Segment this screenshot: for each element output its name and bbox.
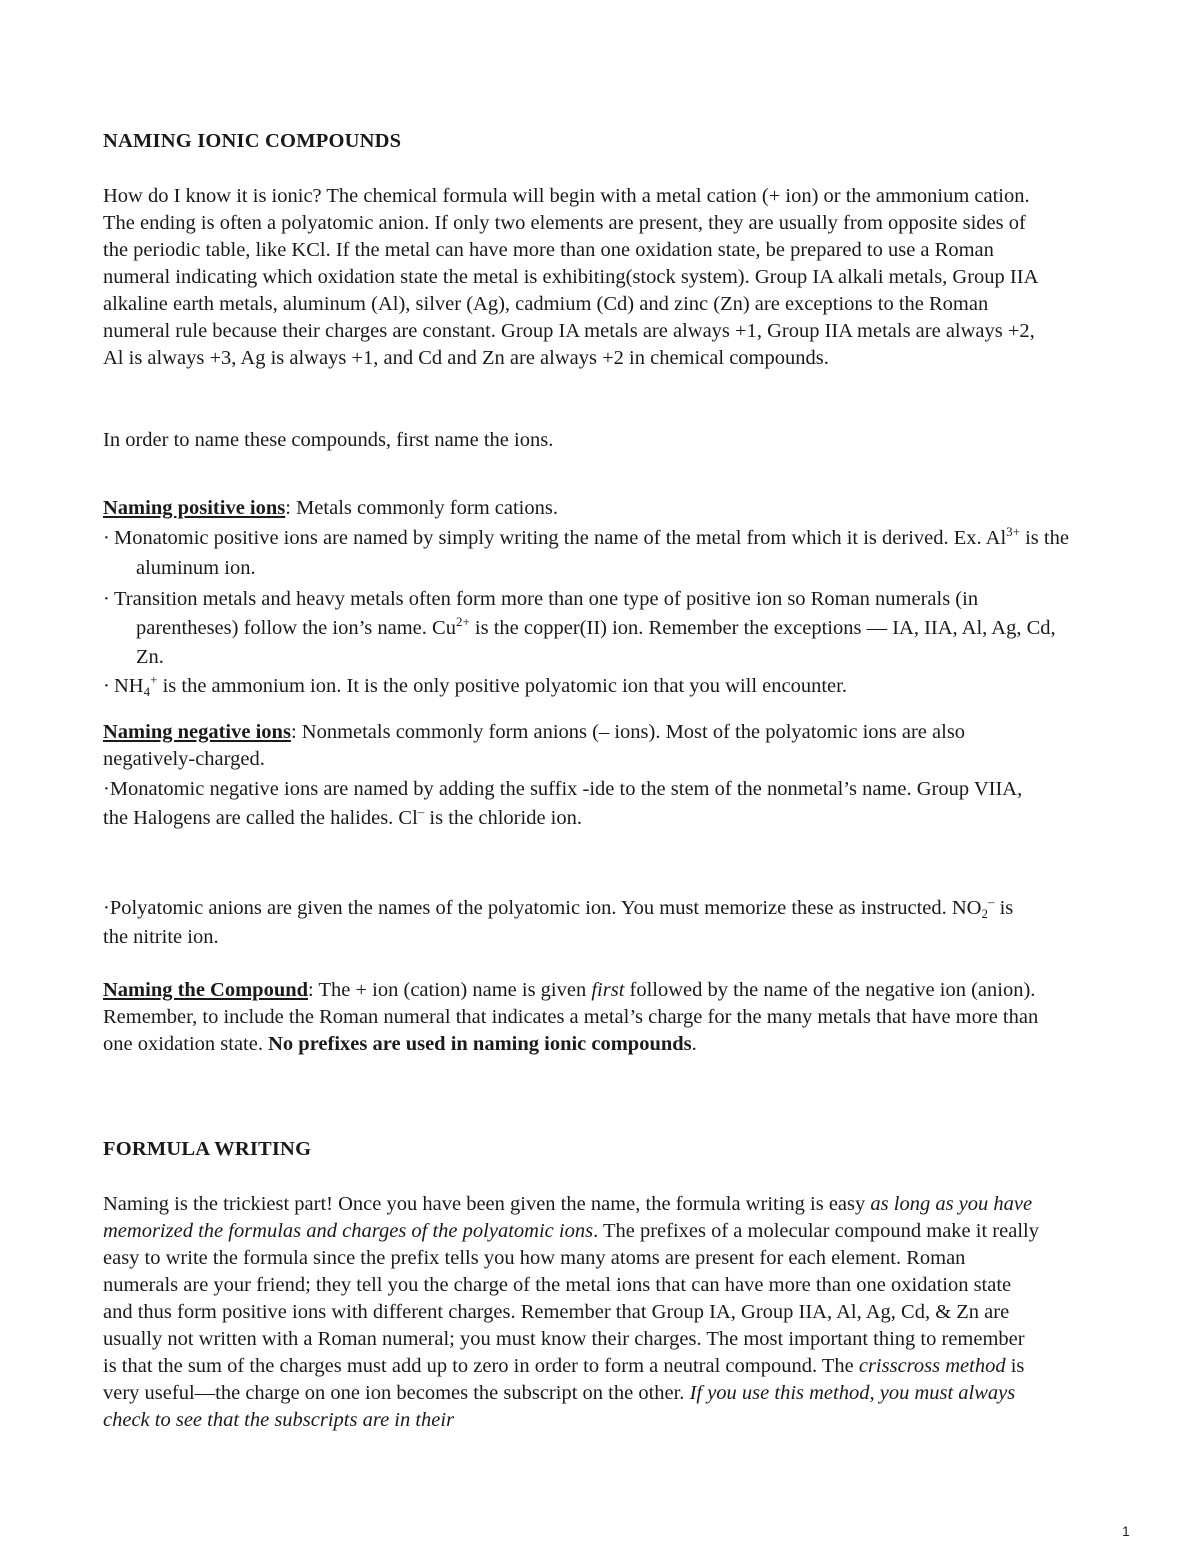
bullet-dot: · xyxy=(103,897,110,919)
negative-bullet-polyatomic: ·Polyatomic anions are given the names of the polyatomic ion. You must memorize these as instructed. $NO_2^-$ is the nitrite ion. xyxy=(103,894,1014,948)
heading-formula-writing: FORMULA WRITING xyxy=(103,1138,312,1160)
bullet-dot: · xyxy=(103,527,110,549)
positive-ions-paragraph xyxy=(103,495,1043,522)
heading-naming-ionic-compounds: NAMING IONIC COMPOUNDS xyxy=(103,130,402,152)
positive-bullet-monatomic: · Monatomic positive ions are named by simply writing the name of the metal from which it is derived. Ex. $Al^{3+}$ is the aluminum ion. xyxy=(103,524,1069,579)
positive-bullet-transition: · Transition metals and heavy metals often form more than one type of positive ion so Roman numerals (in parentheses) follow the ion’s name. $Cu^{2+}$ is the copper(II) ion. Remember the exceptions — IA, IIA, Al, Ag, Cd, Zn. xyxy=(103,585,1076,672)
naming-compound-label: Naming the Compound xyxy=(103,979,309,1001)
intro-paragraph: How do I know it is ionic? The chemical formula will begin with a metal cation (+ ion) or the ammonium cation. The ending is often a polyatomic anion. If only two elements are present, they are usually from opposite sides of the periodic table, like KCl. If the metal can have more than one oxidation state, be prepared to use a Roman numeral indicating which oxidation state the metal is exhibiting(stock system). Group IA alkali metals, Group IIA alkaline earth metals, aluminum (Al), silver (Ag), cadmium (Cd) and zinc (Zn) are exceptions to the Roman numeral rule because their charges are constant. Group IA metals are always +1, Group IIA metals are always +2, Al is always +3, Ag is always +1, and Cd and Zn are always +2 in chemical compounds. xyxy=(103,185,1038,369)
negative-ions-paragraph xyxy=(103,719,1043,773)
naming-compound-paragraph: Naming the Compound: The + ion (cation) name is given first followed by the name of the negative ion (anion). Remember, to include the Roman numeral that indicates a metal’s charge for the many metals that have more than one oxidation state. No prefixes are used in naming ionic compounds. xyxy=(103,979,1039,1055)
positive-bullet-ammonium: · $NH_4^+$ is the ammonium ion. It is the only positive polyatomic ion that you will encounter. xyxy=(103,672,847,699)
negative-bullet-monatomic: ·Monatomic negative ions are named by adding the suffix -ide to the stem of the nonmetal’s name. Group VIIA, the Halogens are called the halides. Cl– is the chloride ion. xyxy=(103,778,1023,829)
positive-ions-label: Naming positive ions xyxy=(103,497,286,519)
bullet-dot: · xyxy=(103,588,110,610)
formula-writing-paragraph: Naming is the trickiest part! Once you have been given the name, the formula writing is easy as long as you have memorized the formulas and charges of the polyatomic ions. The prefixes of a molecular compound make it really easy to write the formula since the prefix tells you how many atoms are present for each element. Roman numerals are your friend; they tell you the charge of the metal ions that can have more than one oxidation state and thus form positive ions with different charges. Remember that Group IA, Group IIA, Al, Ag, Cd, & Zn are usually not written with a Roman numeral; you must know their charges. The most important thing to remember is that the sum of the charges must add up to zero in order to form a neutral compound. The crisscross method is very useful—the charge on one ion becomes the subscript on the other. If you use this method, you must always check to see that the subscripts are in their xyxy=(103,1193,1039,1431)
bullet-dot: · xyxy=(103,675,110,697)
bullet-dot: · xyxy=(103,778,110,800)
positive-ions-desc: : Metals commonly form cations. xyxy=(285,497,558,519)
order-paragraph: In order to name these compounds, first name the ions. xyxy=(103,429,554,451)
negative-ions-label: Naming negative ions xyxy=(103,721,291,743)
page-number: 1 xyxy=(1122,1523,1130,1539)
negative-ions-desc: : Nonmetals commonly form anions (– ions). Most of the polyatomic ions are also negatively-charged. xyxy=(103,721,966,770)
